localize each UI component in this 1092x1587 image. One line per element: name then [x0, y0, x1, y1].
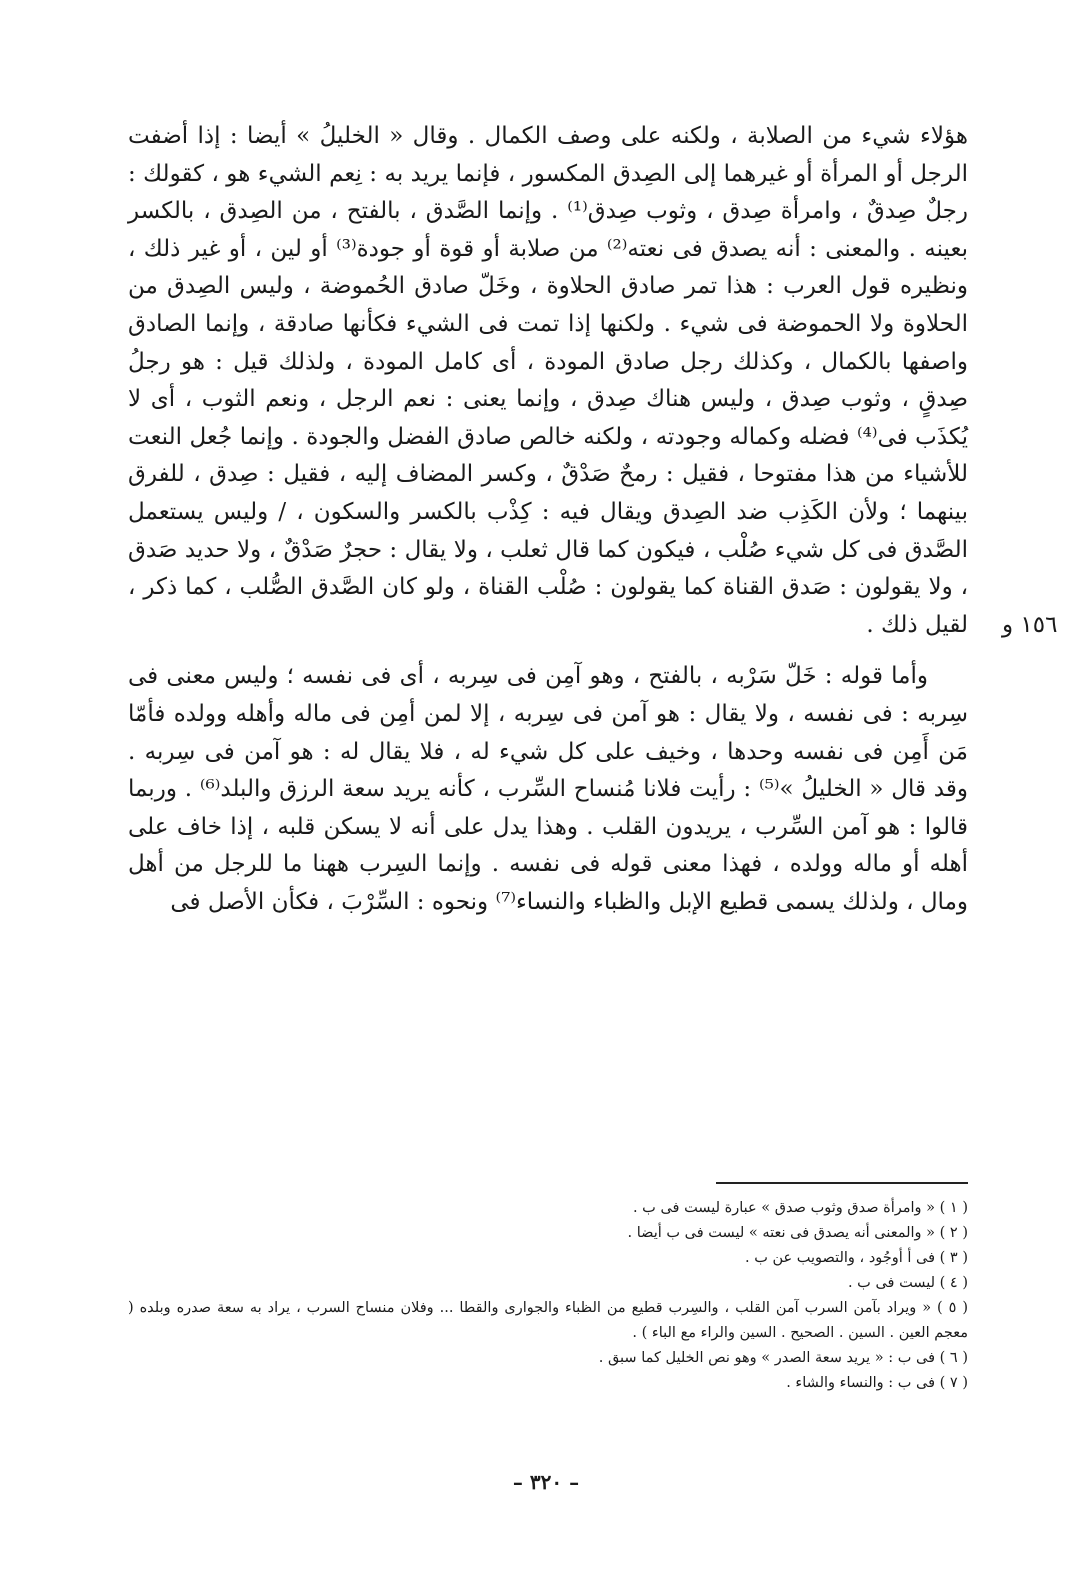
footnote-3: ( ٣ ) فى أ أوجُود ، والتصويب عن ب .	[745, 1250, 968, 1266]
page-number: – ٣٢٠ –	[512, 1470, 580, 1494]
footnote-6: ( ٦ ) فى ب : « يريد سعة الصدر » وهو نص الخليل كما سبق .	[598, 1350, 968, 1366]
margin-folio-note: ١٥٦ و	[1002, 612, 1058, 638]
footnote-4: ( ٤ ) ليست فى ب .	[847, 1275, 968, 1291]
paragraph-2: وأما قوله : خَلّ سَرْبه ، بالفتح ، وهو آمِن فى سِربه ، أى فى نفسه ؛ وليس معنى فى سِربه : فى نفسه ، ولا يقال : هو آمن فى سِربه ، إلا لمن أمِن فى ماله وأهله وولده فأمّا مَن أَمِن فى نفسه وحدها ، وخيف على كل شيء له ، فلا يقال له : هو آمن فى سِربه . وقد قال « الخليلُ »⁽⁵⁾ : رأيت فلانا مُنساح السِّرب ، كأنه يريد سعة الرزق والبلد⁽⁶⁾ . وربما قالوا : هو آمن السِّرب ، يريدون القلب . وهذا يدل على أنه لا يسكن قلبه ، إذا خاف على أهله أو ماله وولده ، فهذا معنى قوله فى نفسه . وإنما السِرب ههنا ما للرجل من أهل ومال ، ولذلك يسمى قطيع الإبل والظباء والنساء⁽⁷⁾ ونحوه : السِّرْبَ ، فكأن الأصل فى	[128, 663, 968, 915]
main-text-body	[128, 118, 968, 921]
footnote-separator	[716, 1182, 968, 1184]
footnotes-section	[128, 1196, 968, 1396]
footnote-7: ( ٧ ) فى ب : والنساء والشاء .	[786, 1375, 968, 1391]
footnote-5: ( ٥ ) « ويراد بآمن السرب آمن القلب ، والسِرب قطيع من الظباء والجوارى والقطا ... وفلان منساح السرب ، يراد به سعة صدره وبلده ( معجم العين . السين . الصحيح . السين والراء مع الباء ) .	[128, 1300, 968, 1341]
footnote-2: ( ٢ ) « والمعنى أنه يصدق فى نعته » ليست فى ب أيضا .	[627, 1225, 968, 1241]
footnote-1: ( ١ ) « وامرأة صدق وثوب صدق » عبارة ليست فى ب .	[632, 1200, 968, 1216]
paragraph-1: هؤلاء شيء من الصلابة ، ولكنه على وصف الكمال . وقال « الخليلُ » أيضا : إذا أضفت الرجل أو المرأة أو غيرهما إلى الصِدق المكسور ، فإنما يريد به : نِعم الشيء هو ، كقولك : رجلٌ صِدقٌ ، وامرأة صِدق ، وثوب صِدق⁽¹⁾ . وإنما الصَّدق ، بالفتح ، من الصِدق ، بالكسر بعينه . والمعنى : أنه يصدق فى نعته⁽²⁾ من صلابة أو قوة أو جودة⁽³⁾ أو لين ، أو غير ذلك ، ونظيره قول العرب : هذا تمر صادق الحلاوة ، وخَلّ صادق الحُموضة ، وليس الصِدق من الحلاوة ولا الحموضة فى شيء . ولكنها إذا تمت فى الشيء فكأنها صادقة ، وإنما الصادق واصفها بالكمال ، وكذلك رجل صادق المودة ، أى كامل المودة ، ولذلك قيل : هو رجلُ صِدقٍ ، وثوب صِدق ، وليس هناك صِدق ، وإنما يعنى : نعم الرجل ، ونعم الثوب ، أى لا يُكذَب فى⁽⁴⁾ فضله وكماله وجودته ، ولكنه خالص صادق الفضل والجودة . وإنما جُعل النعت للأشياء من هذا مفتوحا ، فقيل : رمحٌ صَدْقٌ ، وكسر المضاف إليه ، فقيل : صِدق ، للفرق بينهما ؛ ولأن الكَذِب ضد الصِدق ويقال فيه : كِذْب بالكسر والسكون ، / وليس يستعمل الصَّدق فى كل شيء صُلْب ، فيكون كما قال ثعلب ، ولا يقال : حجرٌ صَدْقٌ ، ولا حديد صَدق ، ولا يقولون : صَدق القناة كما يقولون : صُلْب القناة ، ولو كان الصَّدق الصُّلب ، كما ذكر ، لقيل ذلك .	[128, 123, 969, 638]
